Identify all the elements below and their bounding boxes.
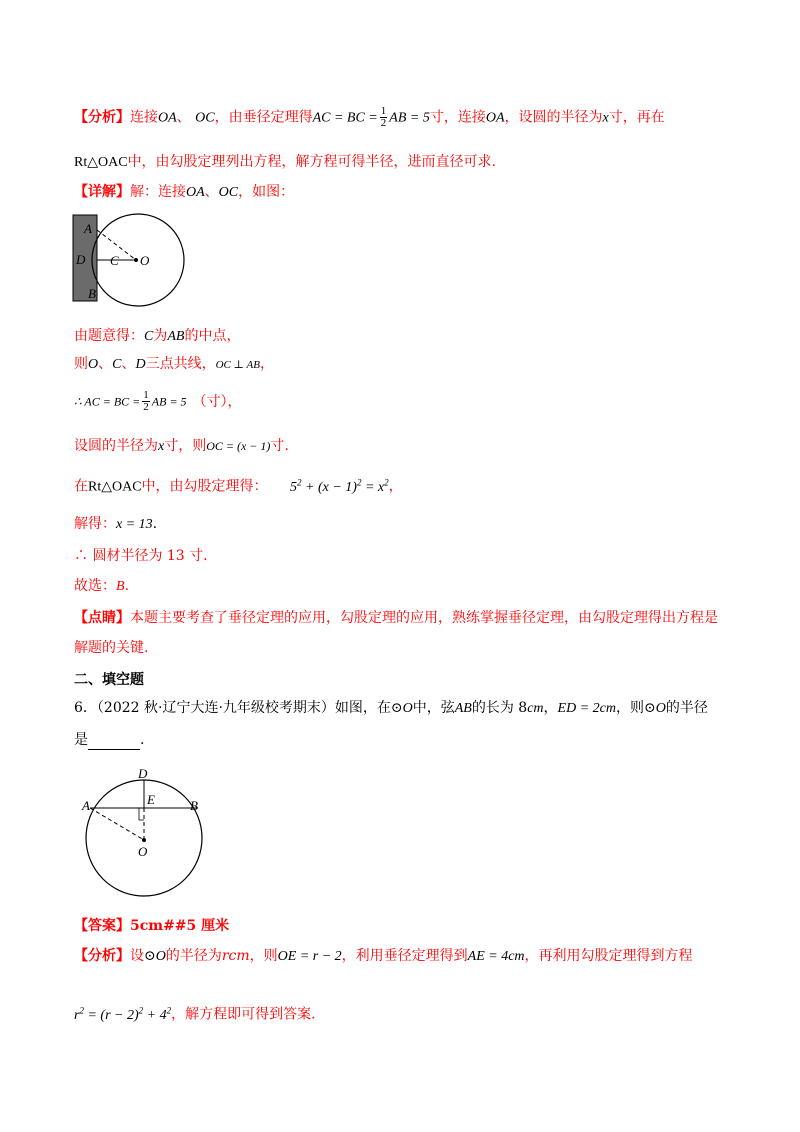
label-A: A: [84, 221, 92, 236]
segment-ao-2: [90, 808, 144, 840]
analysis2-line-1: 【分析】设⊙O的半径为rcm，则OE = r − 2，利用垂径定理得到AE = 4cm，再利用勾股定理得到方程: [74, 948, 693, 964]
step-8: 故选：B.: [74, 578, 130, 594]
comment-line-2: 解题的关键.: [74, 640, 149, 656]
analysis-line-1: 【分析】连接OA、 OC，由垂径定理得AC = BC = $\frac{1}{2}$ AB = 5寸，连接OA，设圆的半径为x寸，再在: [74, 105, 665, 129]
figure-circle-wood: [70, 210, 190, 310]
detail-line: 【详解】解：连接OA、OC，如图：: [74, 184, 295, 200]
label-D: D: [76, 252, 86, 267]
label-C: C: [110, 253, 119, 268]
fraction-half: $\frac{1}{2}$: [380, 105, 387, 129]
analysis2-line-2: $r^2 = (r - 2)^2 + 4^2$，解方程即可得到答案.: [74, 1005, 316, 1023]
detail-tag: 【详解】: [74, 184, 130, 200]
comment-line-1: 【点睛】本题主要考查了垂径定理的应用，勾股定理的应用，熟练掌握垂径定理，由勾股定理得出方程是: [74, 610, 718, 626]
label-O-2: O: [138, 844, 148, 859]
step-5: 在Rt△OAC中，由勾股定理得： $5^2 + (x - 1)^2 = x^2$，: [74, 477, 403, 495]
label-B: B: [88, 286, 96, 301]
answer-blank: [88, 735, 140, 750]
answer-line: 【答案】5cm##5 厘米: [74, 918, 230, 934]
section-title: 二、填空题: [74, 672, 144, 688]
center-point-2: [142, 838, 146, 842]
analysis-tag: 【分析】: [74, 109, 130, 126]
label-E-2: E: [147, 792, 155, 807]
label-A-2: A: [82, 798, 90, 813]
step-3: ∴ AC = BC = $\frac{1}{2}$ AB = 5 （寸），: [74, 389, 242, 413]
figure-chord-circle: [80, 764, 210, 902]
equation-r: $r^2 = (r - 2)^2 + 4^2$: [74, 1005, 172, 1023]
center-point: [134, 258, 138, 262]
step-7: ∴ 圆材半径为 13 寸.: [74, 548, 208, 564]
step-4: 设圆的半径为x寸，则OC = (x − 1)寸.: [74, 438, 289, 454]
analysis-line-2: Rt△OAC中，由勾股定理列出方程，解方程可得半径，进而直径可求.: [74, 154, 497, 170]
step-1: 由题意得：C为AB的中点，: [74, 328, 241, 344]
question-6-line-2: 是 .: [74, 732, 145, 748]
right-angle-mark: [139, 808, 144, 820]
pythagoras-equation: $5^2 + (x - 1)^2 = x^2$: [290, 477, 389, 495]
step-2: 则O、C、D三点共线，OC ⊥ AB，: [74, 356, 274, 372]
label-D-2: D: [138, 766, 148, 781]
label-O: O: [140, 253, 150, 268]
question-6-line-1: 6．（2022 秋·辽宁大连·九年级校考期末）如图，在⊙O中，弦AB的长为 8cm，ED = 2cm，则⊙O的半径: [74, 700, 708, 716]
step-6: 解得：x = 13.: [74, 516, 158, 532]
label-B-2: B: [190, 798, 198, 813]
